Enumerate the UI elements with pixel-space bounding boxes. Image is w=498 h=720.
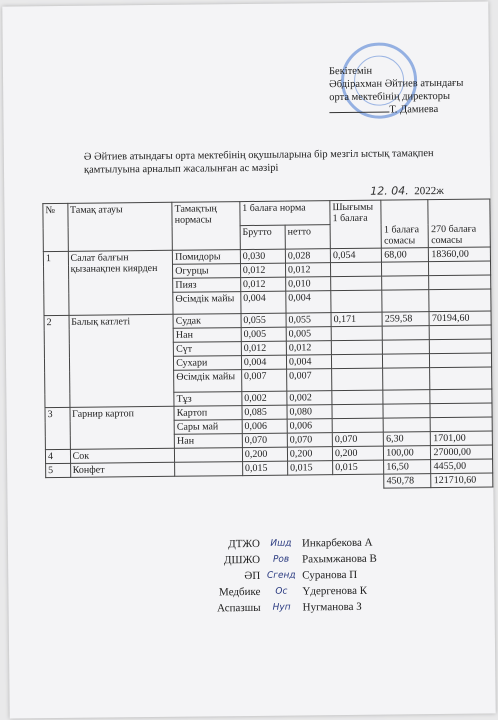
- total-sum1: 450,78: [384, 474, 431, 488]
- ingredient-cell: [175, 448, 243, 463]
- brutto-cell: 0,030: [240, 249, 285, 263]
- netto-cell: 0,015: [287, 461, 332, 475]
- handwritten-date: 12. 04.: [370, 184, 409, 198]
- signature-role: ӘП: [244, 569, 261, 583]
- ingredient-cell: Тұз: [174, 392, 242, 407]
- signature-role: Аспазшы: [217, 601, 261, 615]
- netto-cell: 0,028: [285, 249, 330, 263]
- sum270-cell: 1701,00: [431, 431, 493, 446]
- yield-cell: [332, 404, 383, 419]
- signature-role: Медбике: [218, 585, 261, 599]
- sum1-cell: [383, 354, 430, 368]
- dish-number: 4: [45, 449, 70, 463]
- signature-name: Суранова П: [302, 568, 358, 582]
- ingredient-cell: Сүт: [173, 342, 241, 357]
- signature-row: [209, 599, 378, 617]
- date-year: 2022ж: [414, 184, 444, 198]
- header-child-norm: 1 балаға норма: [240, 201, 330, 226]
- yield-cell: [331, 262, 382, 277]
- ingredient-cell: [175, 462, 243, 477]
- yield-cell: 0,200: [332, 446, 383, 461]
- netto-cell: 0,200: [287, 447, 332, 461]
- dish-name: Конфет: [70, 462, 175, 477]
- signature-row: [208, 551, 377, 569]
- netto-cell: 0,055: [286, 313, 331, 327]
- yield-cell: [331, 354, 382, 369]
- sum1-cell: [382, 276, 429, 290]
- dish-name: Балық катлеті: [69, 314, 175, 407]
- sum1-cell: [383, 404, 430, 418]
- sum1-cell: [383, 368, 430, 390]
- sum270-cell: 70194,60: [429, 311, 491, 326]
- signature-role: ДШЖО: [223, 553, 261, 567]
- ingredient-cell: Нан: [174, 434, 242, 449]
- sum1-cell: [383, 340, 430, 354]
- sum1-cell: [382, 326, 429, 340]
- approval-line-4: [329, 103, 463, 117]
- sum270-cell: [429, 275, 491, 290]
- netto-cell: 0,010: [286, 277, 331, 291]
- ingredient-cell: Сары май: [174, 420, 242, 435]
- signature-name: Инкарбекова А: [301, 536, 373, 550]
- brutto-cell: 0,200: [242, 447, 287, 461]
- sum270-cell: [430, 367, 492, 390]
- dish-number: 3: [45, 407, 70, 449]
- document-page: [2, 1, 495, 718]
- dish-name: Гарнир картоп: [70, 406, 175, 449]
- brutto-cell: 0,007: [241, 369, 286, 391]
- ingredient-cell: Сухари: [174, 356, 242, 371]
- signature-mark: Ров: [272, 554, 290, 565]
- yield-cell: 0,070: [332, 432, 383, 447]
- signature-name: Үдергенова К: [302, 584, 368, 598]
- signature-row: [208, 535, 377, 553]
- header-name: Тамақ атауы: [67, 202, 172, 251]
- sum270-cell: 18360,00: [429, 247, 491, 262]
- netto-cell: 0,070: [287, 433, 332, 447]
- header-yield: Шығымы 1 балаға: [330, 200, 382, 249]
- sum1-cell: [382, 290, 429, 312]
- brutto-cell: 0,004: [241, 291, 286, 313]
- sum270-cell: [430, 325, 492, 340]
- dish-number: 5: [46, 463, 71, 477]
- signature-mark: Ишд: [270, 538, 292, 549]
- brutto-cell: 0,085: [242, 405, 287, 419]
- ingredient-cell: Огурцы: [173, 264, 241, 279]
- menu-table: [42, 198, 493, 492]
- sum1-cell: 6,30: [384, 432, 431, 446]
- ingredient-cell: Пияз: [173, 278, 241, 293]
- signature-role: ДТЖО: [228, 537, 260, 551]
- sum1-cell: [382, 262, 429, 276]
- dish-number: 1: [43, 251, 68, 315]
- brutto-cell: 0,012: [240, 263, 285, 277]
- brutto-cell: 0,012: [241, 341, 286, 355]
- header-sum1: 1 балаға сомасы: [381, 200, 429, 248]
- header-num: №: [43, 203, 68, 251]
- netto-cell: 0,012: [286, 341, 331, 355]
- header-norm: Тамақтың нормасы: [172, 202, 240, 251]
- signature-name: Рахымжанова В: [302, 552, 377, 566]
- ingredient-cell: Өсімдік майы: [174, 370, 242, 393]
- sum270-cell: [431, 417, 493, 432]
- sum1-cell: [383, 418, 430, 432]
- sum1-cell: 68,00: [382, 248, 429, 262]
- brutto-cell: 0,015: [242, 461, 287, 475]
- brutto-cell: 0,002: [242, 391, 287, 405]
- yield-cell: [331, 290, 382, 313]
- director-signature-line: [329, 112, 389, 114]
- sum270-cell: [429, 261, 491, 276]
- signature-mark: Сгенд: [266, 570, 296, 581]
- sum270-cell: [430, 403, 492, 418]
- ingredient-cell: Судак: [173, 314, 241, 329]
- netto-cell: 0,005: [286, 327, 331, 341]
- netto-cell: 0,004: [286, 291, 331, 313]
- sum1-cell: 259,58: [382, 312, 429, 326]
- sum270-cell: [430, 353, 492, 368]
- sum1-cell: [383, 390, 430, 404]
- total-sum270: 121710,60: [431, 473, 493, 488]
- dish-name: Салат балғын қызанақпен киярден: [68, 250, 173, 315]
- sum270-cell: [429, 289, 491, 312]
- signature-row: [208, 583, 377, 601]
- signature-mark: Нуп: [272, 602, 291, 613]
- header-netto: нетто: [285, 225, 330, 249]
- sum1-cell: 100,00: [384, 446, 431, 460]
- brutto-cell: 0,004: [241, 355, 286, 369]
- netto-cell: 0,007: [287, 369, 332, 391]
- sum1-cell: 16,50: [384, 460, 431, 474]
- yield-cell: [331, 326, 382, 341]
- header-brutto: Брутто: [240, 225, 285, 249]
- dish-name: Сок: [70, 448, 175, 463]
- netto-cell: 0,002: [287, 391, 332, 405]
- dish-number: 2: [44, 315, 70, 407]
- header-sum270: 270 балаға сомасы: [428, 199, 490, 248]
- sum270-cell: [430, 339, 492, 354]
- ingredient-cell: Картоп: [174, 406, 242, 421]
- brutto-cell: 0,012: [240, 277, 285, 291]
- netto-cell: 0,012: [285, 263, 330, 277]
- yield-cell: [331, 340, 382, 355]
- yield-cell: 0,015: [333, 460, 384, 475]
- ingredient-cell: Помидоры: [173, 250, 241, 265]
- yield-cell: [332, 390, 383, 405]
- netto-cell: 0,004: [286, 355, 331, 369]
- approval-line-2: Әбдірахман Әйтиев атындағы: [329, 77, 464, 91]
- netto-cell: 0,006: [287, 419, 332, 433]
- sum270-cell: 27000,00: [431, 445, 493, 460]
- approval-block: [329, 64, 464, 117]
- netto-cell: 0,080: [287, 405, 332, 419]
- sum270-cell: [430, 389, 492, 404]
- approval-line-3: орта мектебінің директоры: [329, 90, 451, 104]
- signature-row: [208, 567, 377, 585]
- yield-cell: 0,171: [331, 312, 382, 327]
- yield-cell: 0,054: [330, 248, 381, 263]
- page-title: Ә Әйтиев атындағы орта мектебінің оқушыларына бір мезгіл ыстық тамақпен қамтылуына арналып жасалынған ас мәзірі: [83, 148, 434, 176]
- director-name: Т. Дамиева: [389, 104, 439, 116]
- brutto-cell: 0,005: [241, 327, 286, 341]
- totals-spacer: [46, 474, 384, 492]
- yield-cell: [332, 418, 383, 433]
- approval-line-1: Бекітемін: [328, 65, 373, 78]
- brutto-cell: 0,070: [242, 433, 287, 447]
- yield-cell: [331, 276, 382, 291]
- signatures-block: [208, 535, 378, 617]
- ingredient-cell: Өсімдік майы: [173, 292, 241, 315]
- menu-date: [370, 184, 444, 198]
- sum270-cell: 4455,00: [431, 459, 493, 474]
- brutto-cell: 0,006: [242, 419, 287, 433]
- yield-cell: [332, 368, 383, 391]
- ingredient-cell: Нан: [173, 328, 241, 343]
- brutto-cell: 0,055: [241, 313, 286, 327]
- signature-name: Нугманова З: [302, 600, 362, 614]
- signature-mark: Ос: [275, 586, 288, 597]
